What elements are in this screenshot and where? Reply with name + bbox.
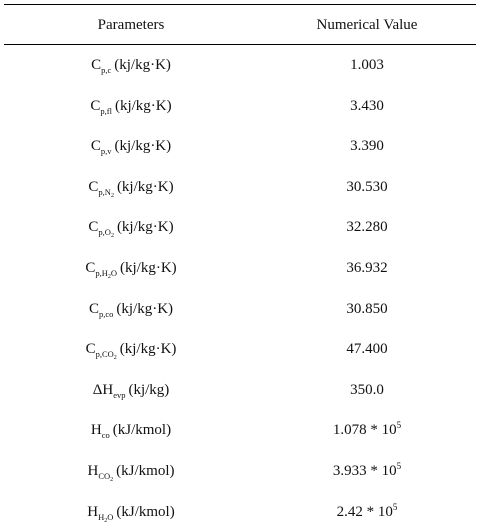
parameter-cell [4,259,258,280]
numerical-value: 36.932 [346,260,388,276]
parameter-subscript-index: 2 [107,274,111,280]
parameter-unit: (kj/kg) [128,381,170,398]
parameter-cell [4,381,258,399]
numerical-value: 3.390 [350,138,384,155]
parameter-subscript: p,co [98,308,114,319]
parameter-cell [4,503,258,524]
parameter-cell [4,137,258,155]
table-row [4,167,476,207]
parameter-subscript: p,v [100,146,112,157]
parameter-subscript: co [101,430,110,441]
table-row [4,248,476,288]
parameter-subscript: p,O2 [98,227,114,240]
parameter-subscript: H2O [98,511,114,524]
numerical-value: 30.850 [346,300,388,317]
parameter-unit: (kj/kg·K) [116,219,174,236]
parameter-subscript: p,fl [100,105,112,116]
value-cell [258,259,476,277]
parameter-cell [4,340,258,362]
value-exponent: 5 [396,420,402,431]
parameter-symbol: C [90,97,101,114]
parameter-unit: (kj/kg·K) [116,178,174,195]
numerical-value: 3.933 * 10 [332,463,397,479]
parameter-symbol: C [91,57,102,73]
parameter-subscript-index: 2 [110,192,114,199]
parameter-cell [4,300,258,318]
parameter-unit: (kj/kg·K) [114,138,172,155]
parameter-subscript: p,H2O [95,268,117,280]
table-row [4,86,476,126]
parameter-subscript-index: 2 [113,355,117,362]
value-cell [258,218,476,236]
table-row [4,126,476,166]
parameter-subscript: p,c [101,65,112,75]
parameter-symbol: C [88,300,99,317]
parameter-subscript-index: 2 [110,477,114,483]
value-cell [258,340,476,358]
parameter-cell [4,178,258,199]
parameter-unit: (kJ/kmol) [116,503,175,520]
parameter-subscript: p,N2 [98,186,114,199]
parameter-subscript: evp [113,389,126,400]
numerical-value: 3.430 [350,97,384,114]
parameter-unit: (kj/kg·K) [114,97,172,114]
parameter-symbol: ΔH [92,381,114,398]
parameter-cell [4,462,258,483]
table-row [4,451,476,491]
value-cell [258,462,476,480]
parameter-cell [4,218,258,240]
table-header [4,4,476,44]
table-row [4,289,476,329]
numerical-value: 30.530 [346,178,388,195]
table-row [4,329,476,369]
parameter-unit: (kJ/kmol) [116,463,175,479]
parameter-symbol: C [88,219,99,236]
parameter-cell [4,97,258,115]
table-row [4,45,476,85]
value-cell [258,300,476,318]
numerical-value: 1.003 [350,57,384,73]
numerical-value: 32.280 [346,219,388,236]
parameter-subscript-index: 2 [104,517,108,524]
value-exponent: 5 [396,461,402,471]
parameter-symbol: C [90,138,101,155]
numerical-value: 47.400 [346,341,388,358]
value-cell [258,421,476,439]
value-cell [258,178,476,196]
value-cell [258,137,476,155]
parameter-symbol: C [85,341,96,358]
parameter-symbol: H [90,422,102,439]
table-row [4,492,476,532]
parameter-symbol: C [88,178,99,195]
parameter-unit: (kJ/kmol) [112,422,172,439]
numerical-value: 1.078 * 10 [332,422,397,439]
parameter-subscript-index: 2 [110,233,114,240]
parameter-unit: (kj/kg·K) [120,260,177,276]
parameter-symbol: H [87,503,99,520]
table-row [4,410,476,450]
parameter-cell [4,421,258,439]
value-cell [258,381,476,399]
parameter-symbol: H [87,463,99,479]
header-parameters: Parameters [97,17,165,33]
value-cell [258,97,476,115]
parameter-unit: (kj/kg·K) [114,57,171,73]
table-row [4,370,476,410]
value-cell [258,56,476,74]
value-exponent: 5 [392,501,398,512]
table-row [4,207,476,247]
parameter-subscript: CO2 [98,471,114,483]
header-numerical-value: Numerical Value [316,17,418,33]
numerical-value: 350.0 [350,381,384,398]
parameter-unit: (kj/kg·K) [116,300,174,317]
parameter-cell [4,56,258,74]
numerical-value: 2.42 * 10 [336,503,393,520]
parameter-symbol: C [85,260,96,276]
parameter-subscript-tail: O [107,511,114,522]
parameter-unit: (kj/kg·K) [119,341,177,358]
value-cell [258,503,476,521]
parameter-subscript: p,CO2 [95,349,117,362]
parameter-subscript-tail: O [110,268,117,278]
